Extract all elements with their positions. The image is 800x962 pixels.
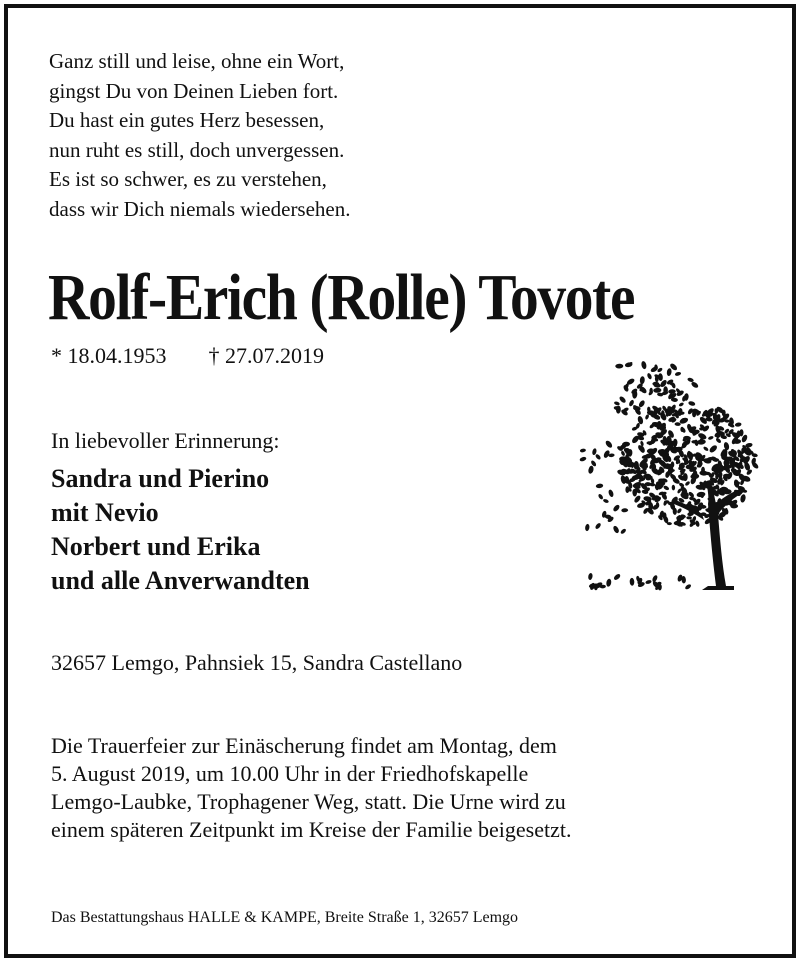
poem-line: Es ist so schwer, es zu verstehen, <box>49 167 327 191</box>
poem-line: Ganz still und leise, ohne ein Wort, <box>49 49 345 73</box>
deceased-name: Rolf-Erich (Rolle) Tovote <box>48 261 635 334</box>
poem-line: dass wir Dich niemals wiedersehen. <box>49 196 351 221</box>
service-line: einem späteren Zeitpunkt im Kreise der Familie beigesetzt. <box>51 817 572 842</box>
tree-with-falling-leaves-icon <box>576 354 766 594</box>
poem-line: Du hast ein gutes Herz besessen, <box>49 108 325 132</box>
service-line: Lemgo-Laubke, Trophagener Weg, statt. Die Urne wird zu <box>51 789 566 814</box>
mourner-line: Norbert und Erika <box>51 532 261 561</box>
mourner-line: und alle Anverwandten <box>51 566 310 595</box>
undertaker-line: Das Bestattungshaus HALLE & KAMPE, Breite Straße 1, 32657 Lemgo <box>51 909 519 926</box>
poem <box>49 47 351 224</box>
mourner-line: Sandra und Pierino <box>51 464 270 493</box>
life-dates <box>51 341 324 371</box>
poem-line: nun ruht es still, doch unvergessen. <box>49 137 345 162</box>
memory-label: In liebevoller Erinnerung: <box>51 428 280 453</box>
service-line: 5. August 2019, um 10.00 Uhr in der Friedhofskapelle <box>51 761 529 786</box>
service-notice <box>51 732 572 844</box>
mourner-line: mit Nevio <box>51 498 159 527</box>
poem-line: gingst Du von Deinen Lieben fort. <box>49 78 339 103</box>
birth-date: * 18.04.1953 <box>51 343 167 368</box>
contact-address: 32657 Lemgo, Pahnsiek 15, Sandra Castellano <box>51 650 463 675</box>
service-line: Die Trauerfeier zur Einäscherung findet am Montag, dem <box>51 733 557 758</box>
obituary-frame <box>4 4 796 958</box>
mourners-list <box>51 462 310 598</box>
death-date: † 27.07.2019 <box>208 343 324 368</box>
